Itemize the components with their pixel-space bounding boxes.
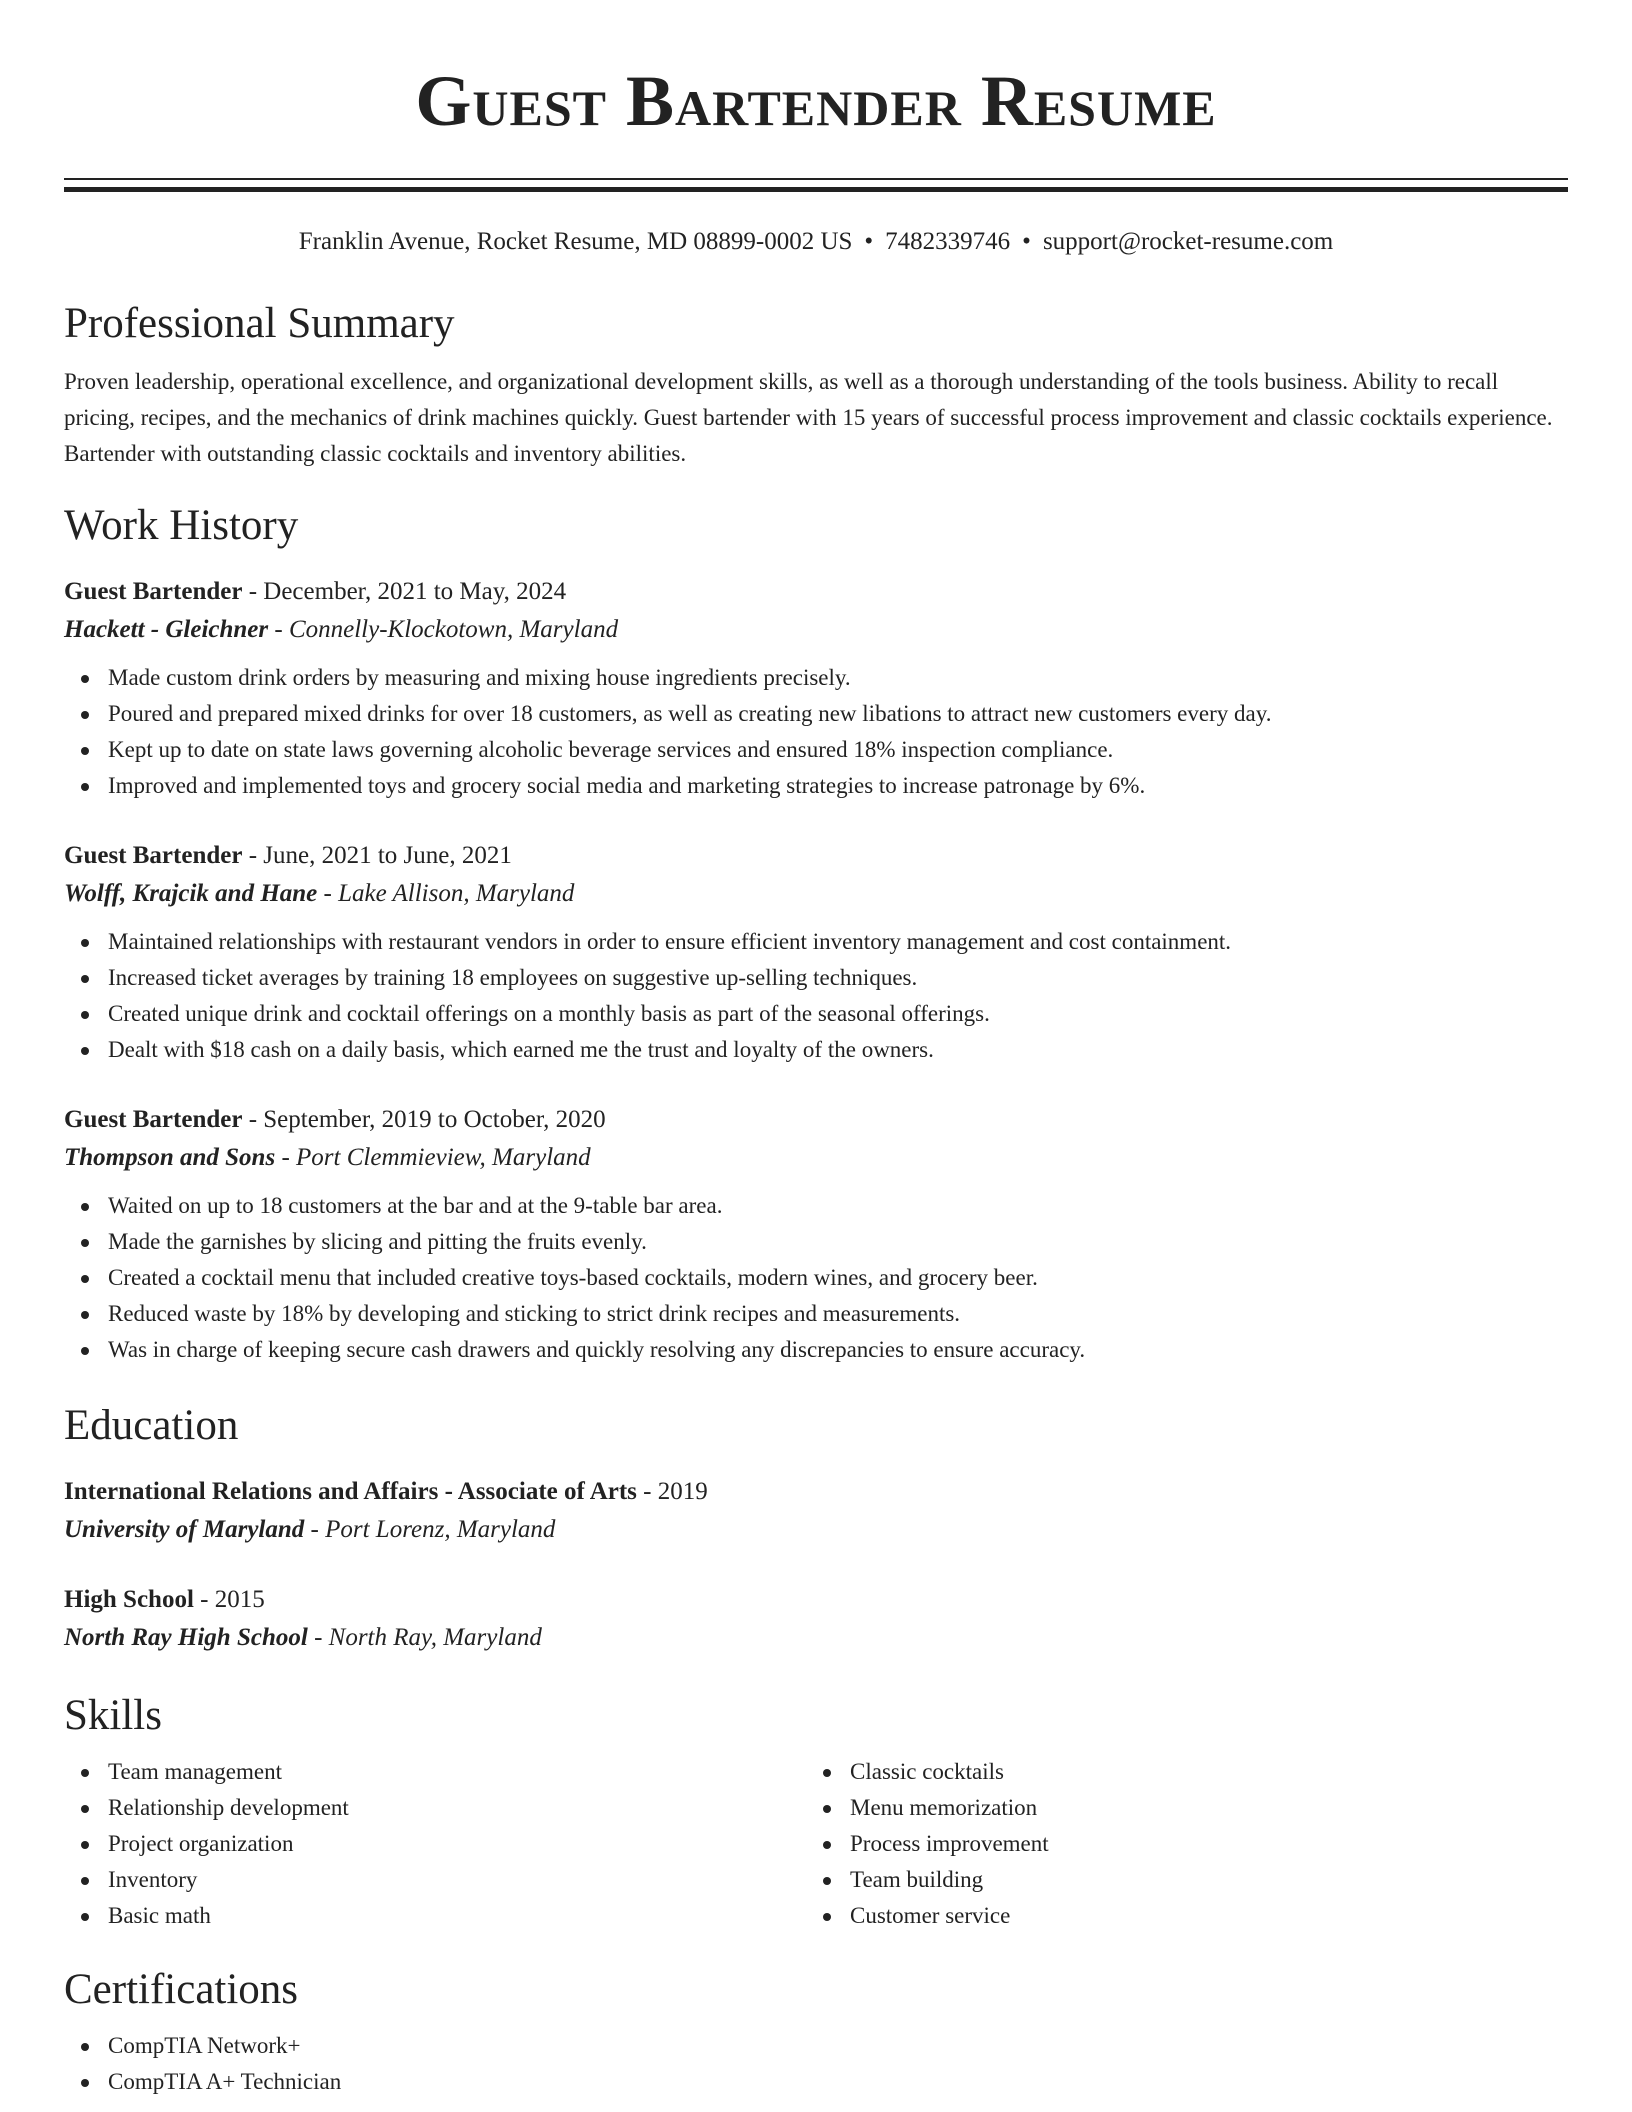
education-heading: Education <box>64 1402 239 1449</box>
job-entry <box>64 1102 1568 1368</box>
skill-text: Relationship development <box>108 1795 349 1820</box>
certification-text: CompTIA A+ Technician <box>108 2069 342 2094</box>
job-title: Guest Bartender <box>64 1106 243 1133</box>
contact-line <box>64 226 1568 258</box>
skills-list <box>64 1754 806 1934</box>
bullet-dot-icon <box>81 1347 89 1355</box>
certifications-list <box>64 2028 1568 2100</box>
company-name: Wolff, Krajcik and Hane <box>64 880 318 907</box>
company-line <box>64 1138 1568 1178</box>
degree-line <box>64 1582 1568 1618</box>
contact-email: support@rocket-resume.com <box>1042 228 1334 255</box>
bullet-dot-icon <box>823 1769 831 1777</box>
company-name: Hackett - Gleichner <box>64 616 269 643</box>
job-title: Guest Bartender <box>64 842 243 869</box>
list-item <box>108 732 1568 768</box>
skill-text: Project organization <box>108 1831 294 1856</box>
job-title-line <box>64 838 1568 874</box>
bullet-dot-icon <box>81 1805 89 1813</box>
list-item <box>108 1332 1568 1368</box>
skill-text: Inventory <box>108 1867 198 1892</box>
list-item <box>108 660 1568 696</box>
skills-list <box>806 1754 1548 1934</box>
bullet-dot-icon <box>823 1841 831 1849</box>
list-item <box>108 768 1568 804</box>
bullet-dot-icon <box>81 675 89 683</box>
school-location: - Port Lorenz, Maryland <box>304 1516 556 1543</box>
company-line <box>64 874 1568 914</box>
list-item <box>108 1898 806 1934</box>
bullet-text: Waited on up to 18 customers at the bar and at the 9-table bar area. <box>108 1193 723 1218</box>
company-location: - Port Clemmieview, Maryland <box>275 1144 591 1171</box>
skills-heading: Skills <box>64 1692 162 1739</box>
company-name: Thompson and Sons <box>64 1144 276 1171</box>
list-item <box>108 1826 806 1862</box>
list-item <box>108 1188 1568 1224</box>
bullet-text: Was in charge of keeping secure cash drawers and quickly resolving any discrepancies to ensure accuracy. <box>108 1337 1086 1362</box>
education-entry <box>64 1474 1568 1550</box>
bullet-dot-icon <box>81 1203 89 1211</box>
degree-name: International Relations and Affairs - Associate of Arts <box>64 1478 637 1505</box>
job-dates: - December, 2021 to May, 2024 <box>242 578 567 605</box>
bullet-dot-icon <box>81 1877 89 1885</box>
list-item <box>108 2064 1568 2100</box>
degree-name: High School <box>64 1586 194 1613</box>
job-title: Guest Bartender <box>64 578 243 605</box>
school-location: - North Ray, Maryland <box>307 1624 542 1651</box>
school-name: North Ray High School <box>64 1624 308 1651</box>
job-dates: - June, 2021 to June, 2021 <box>242 842 512 869</box>
job-bullets <box>64 924 1568 1068</box>
list-item <box>108 2028 1568 2064</box>
skills-column-right <box>806 1754 1548 1934</box>
list-item <box>850 1790 1548 1826</box>
bullet-text: Created a cocktail menu that included creative toys-based cocktails, modern wines, and grocery beer. <box>108 1265 1038 1290</box>
job-bullets <box>64 660 1568 804</box>
skill-text: Basic math <box>108 1903 211 1928</box>
bullet-dot-icon <box>81 711 89 719</box>
bullet-dot-icon <box>81 975 89 983</box>
education-entry <box>64 1582 1568 1658</box>
skill-text: Process improvement <box>850 1831 1049 1856</box>
bullet-text: Improved and implemented toys and grocery social media and marketing strategies to increase patronage by 6%. <box>108 773 1146 798</box>
bullet-dot-icon <box>81 1047 89 1055</box>
bullet-dot-icon <box>81 1769 89 1777</box>
skills-column-left <box>64 1754 806 1934</box>
school-line <box>64 1618 1568 1658</box>
bullet-dot-icon <box>81 1913 89 1921</box>
bullet-text: Made custom drink orders by measuring and mixing house ingredients precisely. <box>108 665 851 690</box>
bullet-dot-icon <box>81 783 89 791</box>
job-bullets <box>64 1188 1568 1368</box>
bullet-dot-icon <box>823 1913 831 1921</box>
job-title-line <box>64 1102 1568 1138</box>
school-line <box>64 1510 1568 1550</box>
bullet-text: Poured and prepared mixed drinks for over 18 customers, as well as creating new libations to attract new customers every day. <box>108 701 1272 726</box>
list-item <box>108 996 1568 1032</box>
bullet-dot-icon <box>81 747 89 755</box>
list-item <box>108 1790 806 1826</box>
bullet-dot-icon <box>81 1011 89 1019</box>
list-item <box>108 924 1568 960</box>
list-item <box>108 696 1568 732</box>
degree-line <box>64 1474 1568 1510</box>
list-item <box>108 1862 806 1898</box>
list-item <box>850 1862 1548 1898</box>
list-item <box>850 1754 1548 1790</box>
list-item <box>108 1224 1568 1260</box>
bullet-text: Increased ticket averages by training 18 employees on suggestive up-selling techniques. <box>108 965 918 990</box>
bullet-dot-icon <box>81 1239 89 1247</box>
list-item <box>108 1260 1568 1296</box>
certification-text: CompTIA Network+ <box>108 2033 301 2058</box>
contact-address: Franklin Avenue, Rocket Resume, MD 08899-0002 US <box>298 228 853 255</box>
bullet-text: Maintained relationships with restaurant vendors in order to ensure efficient inventory management and cost containment. <box>108 929 1232 954</box>
skills-columns <box>64 1754 1568 1934</box>
bullet-text: Reduced waste by 18% by developing and sticking to strict drink recipes and measurements. <box>108 1301 961 1326</box>
list-item <box>108 1296 1568 1332</box>
bullet-dot-icon <box>81 939 89 947</box>
company-line <box>64 610 1568 650</box>
skill-text: Classic cocktails <box>850 1759 1004 1784</box>
job-title-line <box>64 574 1568 610</box>
title-divider <box>64 178 1568 192</box>
contact-separator: • <box>1022 228 1031 255</box>
bullet-dot-icon <box>81 1275 89 1283</box>
bullet-text: Made the garnishes by slicing and pitting the fruits evenly. <box>108 1229 647 1254</box>
skill-text: Customer service <box>850 1903 1011 1928</box>
divider-thin-line <box>64 178 1568 180</box>
bullet-dot-icon <box>81 2079 89 2087</box>
resume-title: Guest Bartender Resume <box>415 61 1217 141</box>
summary-heading: Professional Summary <box>64 300 455 347</box>
divider-thick-line <box>64 187 1568 192</box>
degree-year: - 2019 <box>636 1478 708 1505</box>
certifications-heading: Certifications <box>64 1966 299 2013</box>
job-entry <box>64 838 1568 1068</box>
company-location: - Lake Allison, Maryland <box>317 880 575 907</box>
degree-year: - 2015 <box>193 1586 265 1613</box>
bullet-dot-icon <box>81 1841 89 1849</box>
school-name: University of Maryland <box>64 1516 305 1543</box>
list-item <box>108 1754 806 1790</box>
bullet-text: Created unique drink and cocktail offerings on a monthly basis as part of the seasonal offerings. <box>108 1001 990 1026</box>
job-entry <box>64 574 1568 804</box>
bullet-text: Kept up to date on state laws governing alcoholic beverage services and ensured 18% inspection compliance. <box>108 737 1114 762</box>
contact-phone: 7482339746 <box>885 228 1011 255</box>
job-dates: - September, 2019 to October, 2020 <box>242 1106 606 1133</box>
bullet-dot-icon <box>823 1877 831 1885</box>
list-item <box>108 960 1568 996</box>
bullet-dot-icon <box>81 1311 89 1319</box>
work-history-heading: Work History <box>64 502 299 549</box>
bullet-dot-icon <box>823 1805 831 1813</box>
skill-text: Team management <box>108 1759 283 1784</box>
list-item <box>850 1826 1548 1862</box>
company-location: - Connelly-Klockotown, Maryland <box>268 616 619 643</box>
skill-text: Team building <box>850 1867 984 1892</box>
contact-separator: • <box>864 228 874 255</box>
skill-text: Menu memorization <box>850 1795 1038 1820</box>
resume-page <box>64 0 1568 2100</box>
list-item <box>108 1032 1568 1068</box>
list-item <box>850 1898 1548 1934</box>
summary-text: Proven leadership, operational excellence, and organizational development skills, as well as a thorough understanding of the tools business. Ability to recall pricing, recipes, and the mechanics of drink machines quickly. Guest bartender with 15 years of successful process improvement and classic cocktails experience. Bartender with outstanding classic cocktails and inventory abilities. <box>64 369 1553 466</box>
bullet-text: Dealt with $18 cash on a daily basis, which earned me the trust and loyalty of the owners. <box>108 1037 934 1062</box>
bullet-dot-icon <box>81 2043 89 2051</box>
